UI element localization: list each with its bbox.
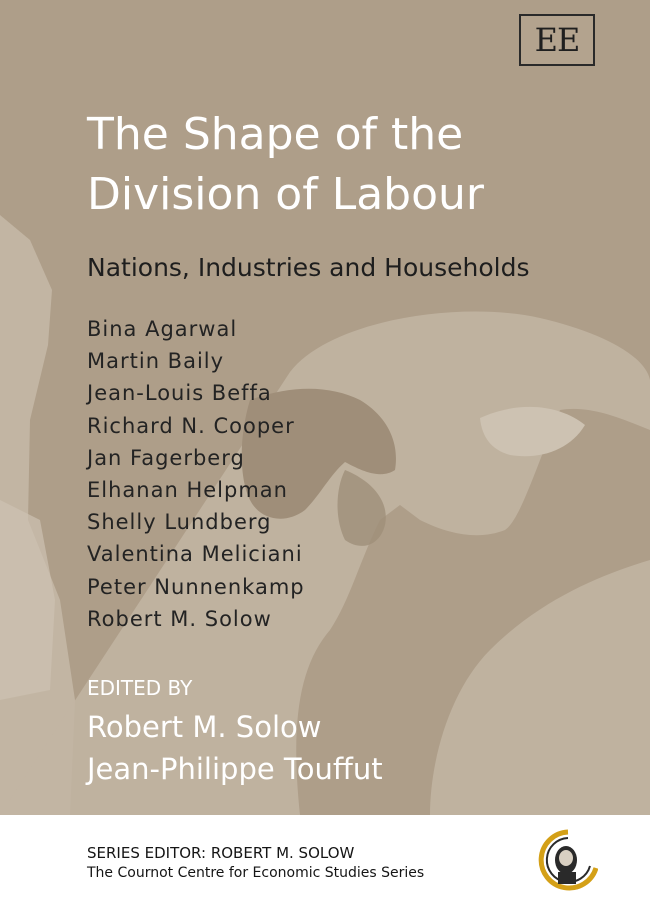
book-title bbox=[87, 105, 627, 225]
series-editor-line: SERIES EDITOR: ROBERT M. SOLOW bbox=[87, 844, 355, 862]
contributor-name: Martin Baily bbox=[87, 349, 225, 374]
book-subtitle: Nations, Industries and Households bbox=[87, 253, 530, 282]
book-title-line-1: The Shape of the bbox=[87, 109, 464, 160]
edited-by-label: EDITED BY bbox=[87, 676, 193, 700]
editor-name: Robert M. Solow bbox=[87, 710, 322, 744]
contributor-name: Bina Agarwal bbox=[87, 317, 238, 341]
publisher-logo-text: EE bbox=[534, 21, 580, 59]
contributor-name: Robert M. Solow bbox=[87, 606, 272, 631]
contributor-name: Richard N. Cooper bbox=[87, 413, 295, 438]
contributor-name: Jean-Louis Beffa bbox=[87, 381, 272, 406]
cournot-centre-logo-icon bbox=[538, 828, 598, 892]
silhouette-left-lower bbox=[0, 500, 55, 700]
contributor-name: Elhanan Helpman bbox=[87, 478, 288, 503]
book-title-line-2: Division of Labour bbox=[87, 169, 485, 220]
contributor-list bbox=[87, 313, 305, 635]
editor-list bbox=[87, 706, 383, 790]
contributor-name: Shelly Lundberg bbox=[87, 510, 272, 535]
editor-name: Jean-Philippe Touffut bbox=[87, 752, 383, 786]
publisher-logo bbox=[519, 14, 595, 66]
series-info bbox=[87, 843, 424, 883]
series-name: The Cournot Centre for Economic Studies Series bbox=[87, 865, 425, 881]
contributor-name: Valentina Meliciani bbox=[87, 542, 303, 567]
contributor-name: Jan Fagerberg bbox=[87, 445, 245, 470]
contributor-name: Peter Nunnenkamp bbox=[87, 574, 305, 599]
